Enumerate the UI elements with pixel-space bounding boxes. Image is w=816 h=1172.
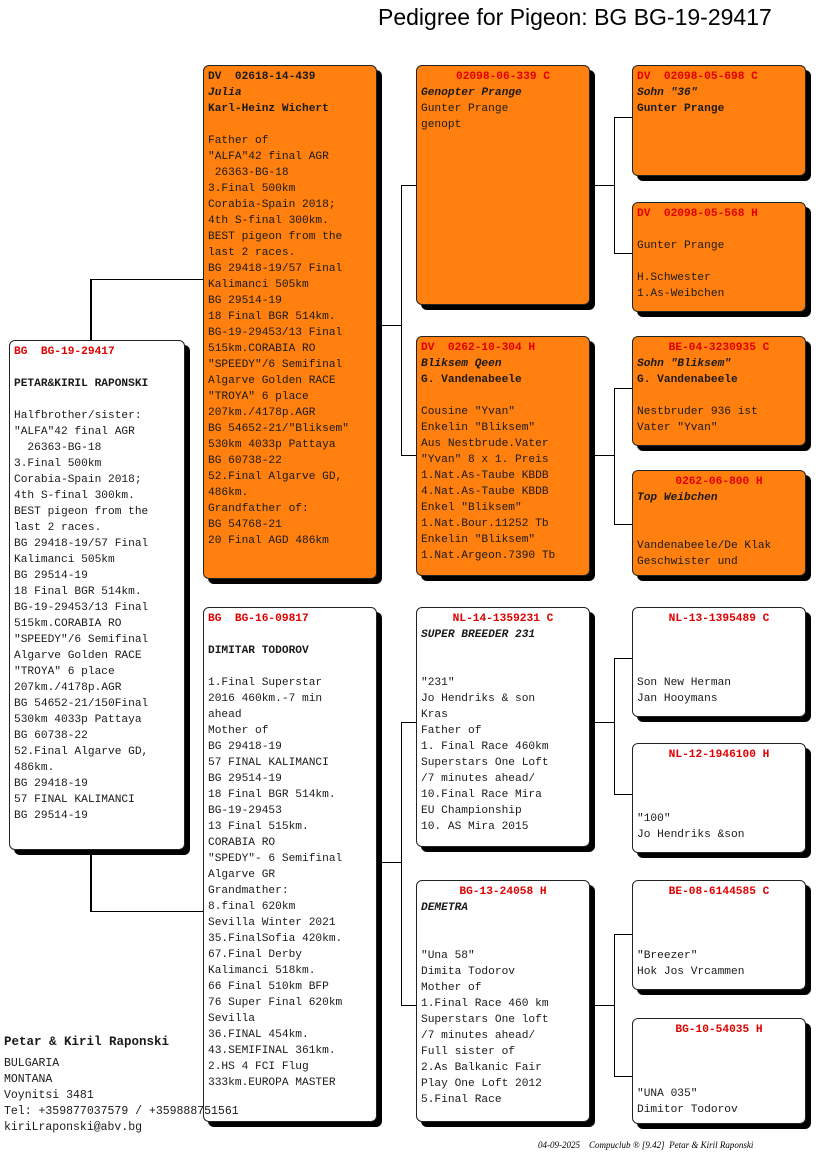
note-line: BG 54768-21 <box>208 519 282 531</box>
notes <box>208 659 372 1091</box>
note-line <box>637 388 801 404</box>
dam-sire-sire-card[interactable] <box>632 607 806 717</box>
ring-number: BE-04-3230935 C <box>668 342 770 354</box>
note-line: 1.Nat.Argeon.7390 Tb <box>421 550 556 562</box>
note-line: Full sister of <box>421 1046 515 1058</box>
notes <box>637 222 801 302</box>
sire-sire-sire-card[interactable] <box>632 65 806 176</box>
notes <box>421 388 585 564</box>
note-line: genopt <box>421 119 462 131</box>
note-line: 18 Final BGR 514km. <box>208 311 336 323</box>
note-line: EU Championship <box>421 805 522 817</box>
connector <box>614 117 615 253</box>
connector <box>614 794 633 795</box>
note-line: BG 54652-21/150Final <box>14 698 149 710</box>
note-line: Geschwister und <box>637 556 738 568</box>
notes <box>637 506 801 570</box>
pigeon-name: Bliksem Qeen <box>421 358 502 370</box>
ring-number: DV 02618-14-439 <box>208 71 316 83</box>
notes <box>637 1038 801 1118</box>
connector <box>614 658 615 794</box>
connector <box>589 455 615 456</box>
ring-number: 02098-06-339 C <box>456 71 550 83</box>
note-line: CORABIA RO <box>208 837 276 849</box>
note-line: 1.Final Race 460 km <box>421 998 549 1010</box>
note-line: Corabia-Spain 2018; <box>14 474 142 486</box>
note-line <box>421 916 585 932</box>
note-line: BG 60738-22 <box>14 730 88 742</box>
dam-dam-sire-card[interactable] <box>632 880 806 990</box>
note-line: Son New Herman <box>637 677 731 689</box>
note-line <box>637 627 801 643</box>
breeder-name: G. Vandenabeele <box>637 374 738 386</box>
connector <box>614 253 633 254</box>
connector <box>589 722 615 723</box>
note-line: "TROYA" 6 place <box>14 666 115 678</box>
note-line: 26363-BG-18 <box>14 442 102 454</box>
breeder-name: G. Vandenabeele <box>421 374 522 386</box>
note-line <box>421 643 585 659</box>
note-line: 1.Nat.Bour.11252 Tb <box>421 518 549 530</box>
note-line: 10. AS Mira 2015 <box>421 821 529 833</box>
owner-info <box>4 1034 239 1136</box>
note-line: 530km 4033p Pattaya <box>208 439 336 451</box>
page-title: Pedigree for Pigeon: BG BG-19-29417 <box>378 4 772 30</box>
note-line: Enkelin "Bliksem" <box>421 422 536 434</box>
ring-number: NL-14-1359231 C <box>452 613 554 625</box>
note-line <box>421 659 585 675</box>
note-line: 2016 460km.-7 min <box>208 693 323 705</box>
note-line: Hok Jos Vrcammen <box>637 966 745 978</box>
note-line: Grandfather of: <box>208 503 309 515</box>
note-line: Dimitor Todorov <box>637 1104 738 1116</box>
note-line: Kalimanci 518km. <box>208 965 316 977</box>
connector <box>401 185 417 186</box>
note-line: Play One Loft 2012 <box>421 1078 542 1090</box>
note-line: 4.Nat.As-Taube KBDB <box>421 486 549 498</box>
note-line: BG-19-29453 <box>208 805 282 817</box>
note-line: Algarve Golden RACE <box>208 375 336 387</box>
connector <box>90 279 204 280</box>
note-line: 13 Final 515km. <box>208 821 309 833</box>
note-line <box>637 1054 801 1070</box>
note-line: /7 minutes ahead/ <box>421 1030 536 1042</box>
note-line <box>637 643 801 659</box>
note-line: 1. Final Race 460km <box>421 741 549 753</box>
spacer <box>208 627 372 643</box>
breeder-name: Gunter Prange <box>637 103 725 115</box>
note-line: BG 54652-21/"Bliksem" <box>208 423 349 435</box>
spacer <box>14 360 180 376</box>
connector <box>589 185 615 186</box>
note-line: 207km./4178p.AGR <box>208 407 316 419</box>
connector <box>614 658 633 659</box>
note-line: Grandmather: <box>208 885 289 897</box>
connector <box>90 911 204 912</box>
note-line <box>14 392 180 408</box>
note-line: Kalimanci 505km <box>14 554 115 566</box>
note-line <box>637 1070 801 1086</box>
owner-phone: Tel: +359877037579 / +359888751561 <box>4 1105 239 1118</box>
note-line <box>637 900 801 916</box>
note-line: 36.FINAL 454km. <box>208 1029 309 1041</box>
note-line: Enkel "Bliksem" <box>421 502 522 514</box>
note-line <box>637 932 801 948</box>
notes <box>421 916 585 1108</box>
note-line <box>637 763 801 779</box>
print-stamp: 04-09-2025 Compuclub ® [9.42] Petar & Kiril Raponski <box>538 1140 754 1150</box>
note-line <box>208 117 372 133</box>
note-line: "ALFA"42 final AGR <box>14 426 135 438</box>
connector <box>614 524 633 525</box>
note-line: "UNA 035" <box>637 1088 698 1100</box>
note-line: 486km. <box>14 762 55 774</box>
connector <box>614 388 633 389</box>
note-line: Enkelin "Bliksem" <box>421 534 536 546</box>
note-line: last 2 races. <box>208 247 296 259</box>
note-line <box>421 932 585 948</box>
connector <box>614 117 633 118</box>
note-line: 52.Final Algarve GD, <box>14 746 149 758</box>
note-line <box>637 916 801 932</box>
note-line: BEST pigeon from the <box>208 231 343 243</box>
pigeon-name: SUPER BREEDER 231 <box>421 629 536 641</box>
connector <box>401 1005 417 1006</box>
note-line: Mother of <box>421 982 482 994</box>
note-line: Sevilla <box>208 1013 255 1025</box>
note-line: "SPEDY"- 6 Semifinal <box>208 853 343 865</box>
note-line: 1.As-Weibchen <box>637 288 725 300</box>
note-line <box>637 254 801 270</box>
note-line: 486km. <box>208 487 249 499</box>
connector <box>401 455 417 456</box>
note-line: 3.Final 500km <box>14 458 102 470</box>
pigeon-name: Sohn "Bliksem" <box>637 358 731 370</box>
note-line: 43.SEMIFINAL 361km. <box>208 1045 336 1057</box>
dam-dam-dam-card[interactable] <box>632 1018 806 1124</box>
note-line: 18 Final BGR 514km. <box>208 789 336 801</box>
notes <box>14 392 180 824</box>
pigeon-name: Julia <box>208 87 242 99</box>
ring-number: BG BG-19-29417 <box>14 346 115 358</box>
sire-sire-card[interactable] <box>416 65 590 305</box>
note-line: 26363-BG-18 <box>208 167 289 179</box>
note-line: 1.Nat.As-Taube KBDB <box>421 470 549 482</box>
note-line: 8.final 620km <box>208 901 296 913</box>
connector <box>376 862 402 863</box>
note-line: Father of <box>208 135 269 147</box>
sire-dam-card[interactable] <box>416 336 590 576</box>
note-line: "ALFA"42 final AGR <box>208 151 329 163</box>
note-line <box>637 506 801 522</box>
pigeon-name: Top Weibchen <box>637 492 718 504</box>
owner-country: BULGARIA <box>4 1057 60 1070</box>
ring-number: BG BG-16-09817 <box>208 613 309 625</box>
owner-name: Petar & Kiril Raponski <box>4 1035 170 1049</box>
note-line: "Una 58" <box>421 950 475 962</box>
note-line: 207km./4178p.AGR <box>14 682 122 694</box>
note-line: H.Schwester <box>637 272 711 284</box>
note-line: Jan Hooymans <box>637 693 718 705</box>
ring-number: BG-13-24058 H <box>459 886 547 898</box>
note-line: Mother of <box>208 725 269 737</box>
ring-number: BE-08-6144585 C <box>668 886 770 898</box>
note-line <box>637 659 801 675</box>
note-line: 2.HS 4 FCI Flug <box>208 1061 309 1073</box>
note-line: Vater "Yvan" <box>637 422 718 434</box>
connector <box>401 185 402 455</box>
notes <box>421 117 585 133</box>
connector <box>589 1005 615 1006</box>
sire-card[interactable] <box>203 65 377 579</box>
note-line: "Breezer" <box>637 950 698 962</box>
note-line: BG 29514-19 <box>14 810 88 822</box>
connector <box>401 722 417 723</box>
note-line: 52.Final Algarve GD, <box>208 471 343 483</box>
note-line: 515km.CORABIA RO <box>208 343 316 355</box>
note-line: Algarve GR <box>208 869 276 881</box>
note-line: 3.Final 500km <box>208 183 296 195</box>
connector <box>614 934 633 935</box>
sire-dam-sire-card[interactable] <box>632 336 806 446</box>
notes <box>637 388 801 436</box>
note-line: "231" <box>421 677 455 689</box>
note-line <box>637 522 801 538</box>
note-line: Vandenabeele/De Klak <box>637 540 772 552</box>
notes <box>637 900 801 980</box>
note-line: 515km.CORABIA RO <box>14 618 122 630</box>
pigeon-name: Sohn "36" <box>637 87 698 99</box>
note-line: "Yvan" 8 x 1. Preis <box>421 454 549 466</box>
note-line: Kras <box>421 709 448 721</box>
note-line: "SPEEDY"/6 Semifinal <box>14 634 149 646</box>
pigeon-name: Genopter Prange <box>421 87 522 99</box>
note-line: BG 29418-19/57 Final <box>14 538 149 550</box>
ring-number: DV 02098-05-568 H <box>637 208 758 220</box>
connector <box>401 722 402 1005</box>
note-line: 18 Final BGR 514km. <box>14 586 142 598</box>
ring-number: BG-10-54035 H <box>675 1024 763 1036</box>
note-line: 4th S-final 300km. <box>14 490 135 502</box>
note-line: Sevilla Winter 2021 <box>208 917 336 929</box>
note-line <box>637 779 801 795</box>
note-line: BG 29514-19 <box>14 570 88 582</box>
note-line: BG-19-29453/13 Final <box>14 602 149 614</box>
note-line: 2.As Balkanic Fair <box>421 1062 542 1074</box>
ring-number: 0262-06-800 H <box>675 476 763 488</box>
notes <box>208 117 372 549</box>
note-line: 66 Final 510km BFP <box>208 981 329 993</box>
note-line: BG 29418-19 <box>208 741 282 753</box>
note-line: 35.FinalSofia 420km. <box>208 933 343 945</box>
breeder-name: Karl-Heinz Wichert <box>208 103 329 115</box>
notes <box>637 763 801 843</box>
note-line: Dimita Todorov <box>421 966 515 978</box>
note-line: Nestbruder 936 ist <box>637 406 758 418</box>
note-line: Gunter Prange <box>637 240 725 252</box>
note-line: BG 29514-19 <box>208 773 282 785</box>
note-line: BG-19-29453/13 Final <box>208 327 343 339</box>
note-line: Jo Hendriks & son <box>421 693 536 705</box>
notes <box>637 627 801 707</box>
dam-sire-card[interactable] <box>416 607 590 847</box>
owner-email: kiriLraponski@abv.bg <box>4 1121 143 1134</box>
note-line: BG 29418-19 <box>14 778 88 790</box>
ring-number: DV 0262-10-304 H <box>421 342 536 354</box>
subject-pigeon-card[interactable] <box>9 340 185 850</box>
note-line: Superstars One Loft <box>421 757 549 769</box>
note-line: BG 60738-22 <box>208 455 282 467</box>
note-line <box>421 388 585 404</box>
note-line: Halfbrother/sister: <box>14 410 142 422</box>
note-line <box>208 659 372 675</box>
note-line: Father of <box>421 725 482 737</box>
note-line: 67.Final Derby <box>208 949 302 961</box>
note-line: "100" <box>637 813 671 825</box>
note-line: Cousine "Yvan" <box>421 406 515 418</box>
notes <box>421 643 585 835</box>
note-line: BG 29418-19/57 Final <box>208 263 343 275</box>
note-line: 1.Final Superstar <box>208 677 323 689</box>
connector <box>614 388 615 524</box>
breeder-name: Gunter Prange <box>421 103 509 115</box>
note-line: "SPEEDY"/6 Semifinal <box>208 359 343 371</box>
connector <box>614 934 615 1076</box>
connector <box>376 325 402 326</box>
note-line: Superstars One loft <box>421 1014 549 1026</box>
owner-city: Voynitsi 3481 <box>4 1089 94 1102</box>
note-line: /7 minutes ahead/ <box>421 773 536 785</box>
note-line: 530km 4033p Pattaya <box>14 714 142 726</box>
breeder-name: PETAR&KIRIL RAPONSKI <box>14 378 149 390</box>
note-line: 333km.EUROPA MASTER <box>208 1077 336 1089</box>
note-line <box>637 222 801 238</box>
note-line: Aus Nestbrude.Vater <box>421 438 549 450</box>
note-line: 10.Final Race Mira <box>421 789 542 801</box>
note-line: 57 FINAL KALIMANCI <box>208 757 329 769</box>
sire-sire-dam-card[interactable] <box>632 202 806 312</box>
dam-sire-dam-card[interactable] <box>632 743 806 853</box>
note-line: BEST pigeon from the <box>14 506 149 518</box>
owner-region: MONTANA <box>4 1073 53 1086</box>
pigeon-name: DEMETRA <box>421 902 468 914</box>
ring-number: DV 02098-05-698 C <box>637 71 758 83</box>
note-line: BG 29514-19 <box>208 295 282 307</box>
note-line: last 2 races. <box>14 522 102 534</box>
connector <box>90 279 92 341</box>
note-line <box>637 1038 801 1054</box>
dam-dam-card[interactable] <box>416 880 590 1122</box>
ring-number: NL-12-1946100 H <box>668 749 770 761</box>
note-line: 20 Final AGD 486km <box>208 535 329 547</box>
note-line: 4th S-final 300km. <box>208 215 329 227</box>
breeder-name: DIMITAR TODOROV <box>208 645 309 657</box>
note-line: 57 FINAL KALIMANCI <box>14 794 135 806</box>
note-line <box>637 795 801 811</box>
note-line: ahead <box>208 709 242 721</box>
note-line: 76 Super Final 620km <box>208 997 343 1009</box>
note-line: Algarve Golden RACE <box>14 650 142 662</box>
note-line: "TROYA" 6 place <box>208 391 309 403</box>
note-line: Jo Hendriks &son <box>637 829 745 841</box>
ring-number: NL-13-1395489 C <box>668 613 770 625</box>
note-line: Corabia-Spain 2018; <box>208 199 336 211</box>
note-line: 5.Final Race <box>421 1094 502 1106</box>
connector <box>614 1076 633 1077</box>
sire-dam-dam-card[interactable] <box>632 470 806 576</box>
connector <box>90 848 92 912</box>
note-line: Kalimanci 505km <box>208 279 309 291</box>
